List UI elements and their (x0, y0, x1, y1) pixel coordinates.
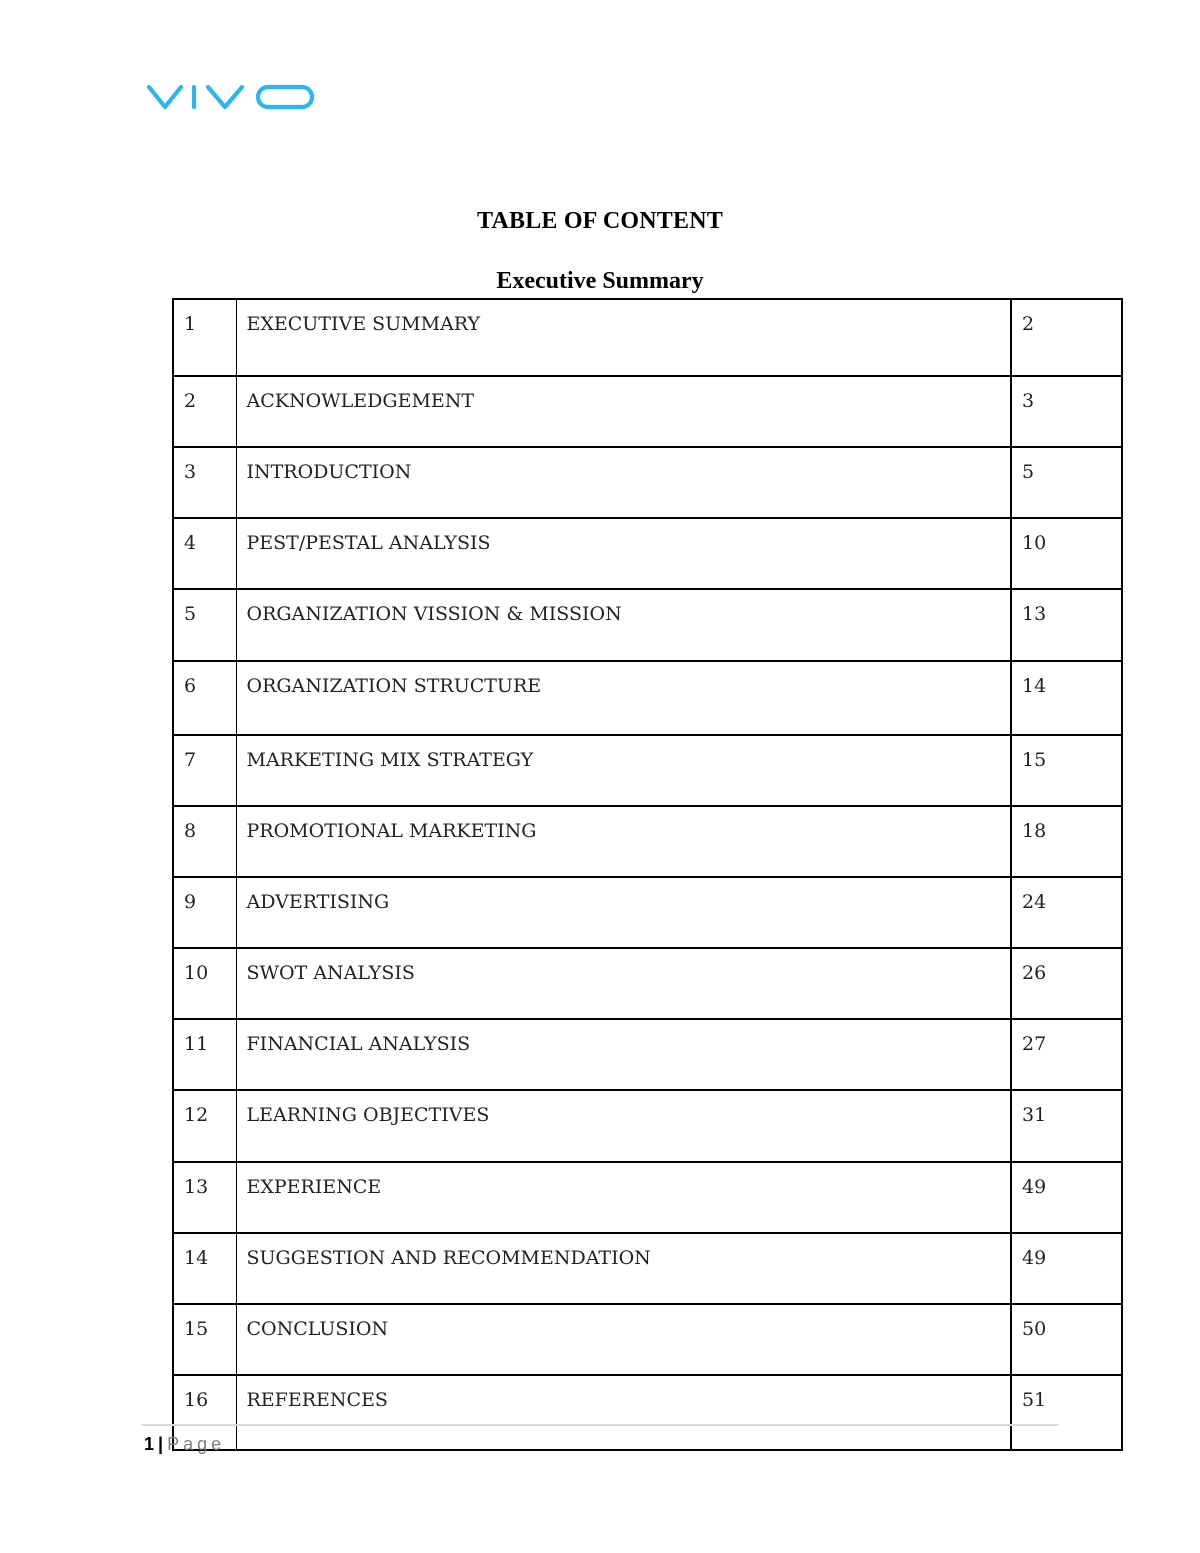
toc-row-page: 5 (1011, 447, 1122, 518)
toc-row (173, 589, 1122, 661)
toc-row-label: MARKETING MIX STRATEGY (236, 735, 1011, 806)
document-title: TABLE OF CONTENT (477, 208, 723, 234)
toc-row-page: 15 (1011, 735, 1122, 806)
toc-row (173, 661, 1122, 735)
toc-row-label: FINANCIAL ANALYSIS (236, 1019, 1011, 1090)
toc-row (173, 1019, 1122, 1090)
toc-row-label: CONCLUSION (236, 1304, 1011, 1375)
toc-row-label: INTRODUCTION (236, 447, 1011, 518)
document-subtitle: Executive Summary (496, 268, 704, 294)
toc-row-label: SUGGESTION AND RECOMMENDATION (236, 1233, 1011, 1304)
toc-row (173, 1304, 1122, 1375)
footer-page-number: 1 (144, 1434, 155, 1454)
toc-row (173, 735, 1122, 806)
toc-row-number: 3 (173, 447, 236, 518)
toc-row-page: 3 (1011, 376, 1122, 447)
toc-row-label: EXECUTIVE SUMMARY (236, 299, 1011, 376)
toc-row-page: 27 (1011, 1019, 1122, 1090)
toc-row-number: 13 (173, 1162, 236, 1233)
toc-row-page: 2 (1011, 299, 1122, 376)
toc-row-label: PROMOTIONAL MARKETING (236, 806, 1011, 877)
toc-row-number: 7 (173, 735, 236, 806)
toc-row (173, 518, 1122, 589)
toc-row-label: ORGANIZATION VISSION & MISSION (236, 589, 1011, 661)
toc-row-label: SWOT ANALYSIS (236, 948, 1011, 1019)
toc-row-number: 5 (173, 589, 236, 661)
toc-row-label: REFERENCES (236, 1375, 1011, 1450)
toc-row-page: 51 (1011, 1375, 1122, 1450)
toc-row-number: 10 (173, 948, 236, 1019)
footer-divider (142, 1424, 1058, 1426)
toc-row-label: PEST/PESTAL ANALYSIS (236, 518, 1011, 589)
toc-row-page: 49 (1011, 1233, 1122, 1304)
toc-row-number: 1 (173, 299, 236, 376)
toc-row-page: 49 (1011, 1162, 1122, 1233)
page-footer (144, 1434, 225, 1455)
toc-row-label: ACKNOWLEDGEMENT (236, 376, 1011, 447)
toc-row (173, 1233, 1122, 1304)
toc-row-page: 14 (1011, 661, 1122, 735)
toc-row-page: 31 (1011, 1090, 1122, 1162)
toc-row-page: 18 (1011, 806, 1122, 877)
toc-row-number: 9 (173, 877, 236, 948)
footer-page-word: Page (167, 1434, 226, 1454)
toc-row-number: 2 (173, 376, 236, 447)
toc-row-number: 15 (173, 1304, 236, 1375)
toc-row-label: ORGANIZATION STRUCTURE (236, 661, 1011, 735)
toc-row-page: 13 (1011, 589, 1122, 661)
toc-row-page: 24 (1011, 877, 1122, 948)
toc-row (173, 376, 1122, 447)
toc-row-page: 50 (1011, 1304, 1122, 1375)
toc-row-page: 10 (1011, 518, 1122, 589)
toc-row (173, 1090, 1122, 1162)
toc-row-number: 11 (173, 1019, 236, 1090)
toc-row-number: 14 (173, 1233, 236, 1304)
vivo-logo (145, 78, 317, 114)
toc-row-label: EXPERIENCE (236, 1162, 1011, 1233)
toc-row (173, 948, 1122, 1019)
footer-separator: | (158, 1434, 164, 1454)
toc-row-number: 6 (173, 661, 236, 735)
toc-table (172, 298, 1123, 1451)
toc-row-label: ADVERTISING (236, 877, 1011, 948)
toc-row (173, 806, 1122, 877)
toc-row-number: 12 (173, 1090, 236, 1162)
vivo-logo-graphic (145, 78, 317, 114)
toc-row (173, 877, 1122, 948)
toc-row (173, 1375, 1122, 1450)
toc-row-page: 26 (1011, 948, 1122, 1019)
toc-row-label: LEARNING OBJECTIVES (236, 1090, 1011, 1162)
toc-row-number: 8 (173, 806, 236, 877)
toc-row (173, 447, 1122, 518)
toc-row (173, 1162, 1122, 1233)
toc-body (173, 299, 1122, 1450)
toc-row-number: 16 (173, 1375, 236, 1450)
toc-row-number: 4 (173, 518, 236, 589)
toc-row (173, 299, 1122, 376)
